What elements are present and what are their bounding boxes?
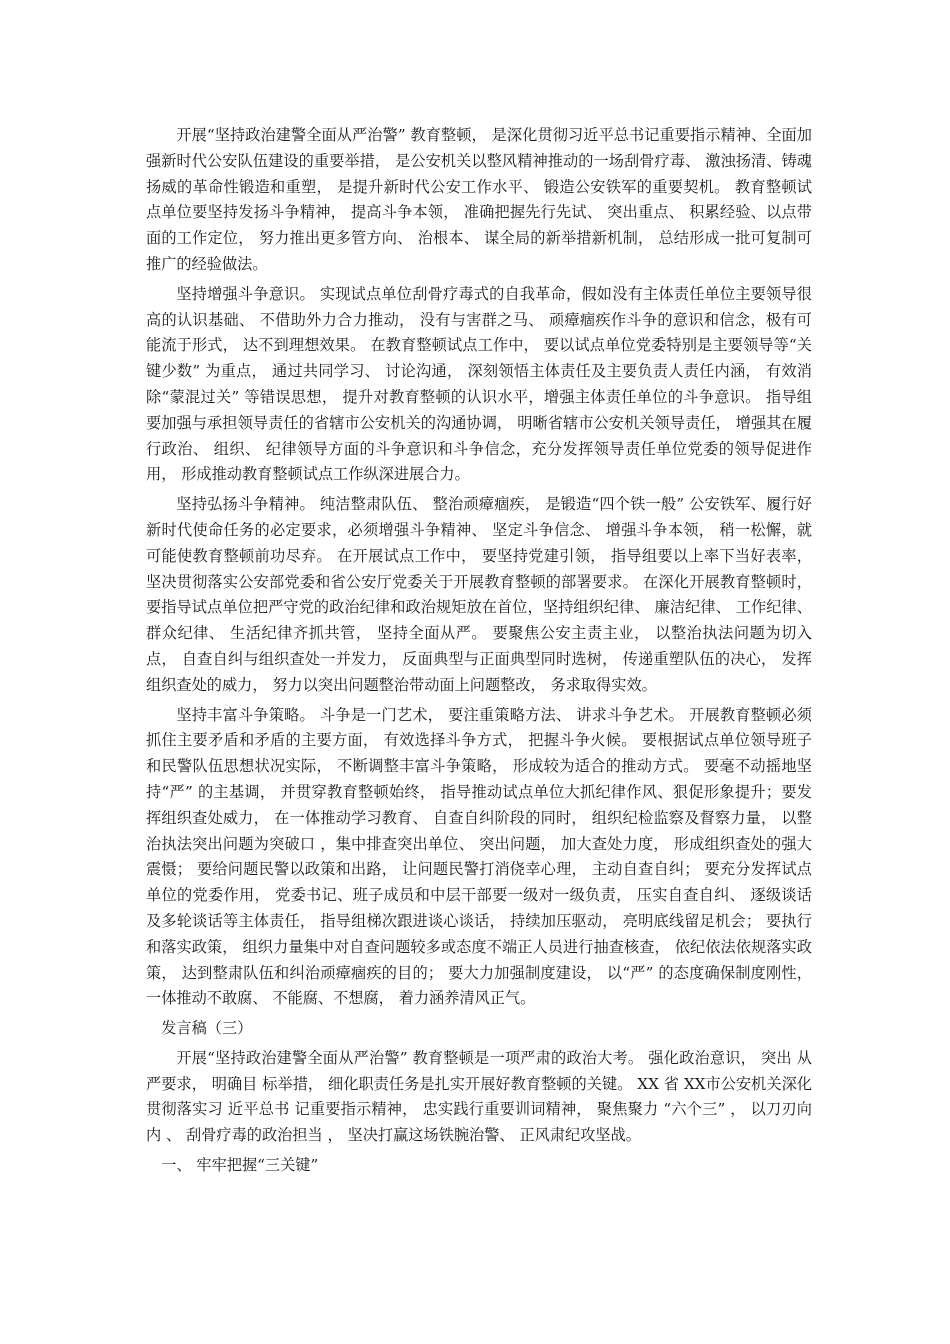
paragraph-struggle-awareness: 坚持增强斗争意识。 实现试点单位刮骨疗毒式的自我革命，假如没有主体责任单位主要领导很高的认识基础、 不借助外力合力推动， 没有与害群之马、 顽瘴痼疾作斗争的意识和信念，极有可能流于形式， 达不到理想效果。 在教育整顿试点工作中， 要以试点单位党委特别是主要领导等“关键少数” 为重点， 通过共同学习、 讨论沟通， 深刻领悟主体责任及主要负责人责任内涵， 有效消除“蒙混过关” 等错误思想， 提升对教育整顿的认识水平，增强主体责任单位的斗争意识。 指导组要加强与承担领导责任的省辖市公安机关的沟通协调， 明晰省辖市公安机关领导责任， 增强其在履行政治、 组织、 纪律领导方面的斗争意识和斗争信念，充分发挥领导责任单位党委的领导促进作用， 形成推动教育整顿试点工作纵深进展合力。 (146, 284, 812, 484)
paragraph-speech-three-intro: 开展“坚持政治建警全面从严治警” 教育整顿是一项严肃的政治大考。 强化政治意识， 突出 从严要求， 明确目 标举措， 细化职责任务是扎实开展好教育整顿的关键。 XX 省 XX市公安机关深化贯彻落实习 近平总书 记重要指示精神， 忠实践行重要训词精神， 聚焦聚力 “六个三” ， 以刀刃向内 、 刮骨疗毒的政治担当 ， 坚决打赢这场铁腕治警、 正风肃纪攻坚战。 (146, 1048, 812, 1145)
paragraph-struggle-strategy: 坚持丰富斗争策略。 斗争是一门艺术， 要注重策略方法、 讲求斗争艺术。 开展教育整顿必须抓住主要矛盾和矛盾的主要方面， 有效选择斗争方式， 把握斗争火候。 要根据试点单位领导班子和民警队伍思想状况实际， 不断调整丰富斗争策略， 形成较为适合的推动方式。 要毫不动摇地坚持“严” 的主基调， 并贯穿教育整顿始终， 指导推动试点单位大抓纪律作风、狠促形象提升；要发挥组织查处威力， 在一体推动学习教育、 自查自纠阶段的同时， 组织纪检监察及督察力量， 以整治执法突出问题为突破口 ，集中排查突出单位、 突出问题， 加大查处力度， 形成组织查处的强大震慑； 要给问题民警以政策和出路， 让问题民警打消侥幸心理， 主动自查自纠； 要充分发挥试点单位的党委作用， 党委书记、班子成员和中层干部要一级对一级负责， 压实自查自纠、 逐级谈话及多轮谈话等主体责任， 指导组梯次跟进谈心谈话， 持续加压驱动， 亮明底线留足机会； 要执行和落实政策， 组织力量集中对自查问题较多或态度不端正人员进行抽查核查， 依纪依法依规落实政策， 达到整肃队伍和纠治顽瘴痼疾的目的； 要大力加强制度建设， 以“严” 的态度确保制度刚性， 一体推动不敢腐、 不能腐、不想腐， 着力涵养清风正气。 (146, 705, 812, 1008)
paragraph-struggle-spirit: 坚持弘扬斗争精神。 纯洁整肃队伍、 整治顽瘴痼疾， 是锻造“四个铁一般” 公安铁军、履行好新时代使命任务的必定要求，必须增强斗争精神、 坚定斗争信念、 增强斗争本领， 稍一松懈，就可能使教育整顿前功尽弃。 在开展试点工作中， 要坚持党建引领， 指导组要以上率下当好表率， 坚决贯彻落实公安部党委和省公安厅党委关于开展教育整顿的部署要求。 在深化开展教育整顿时， 要指导试点单位把严守党的政治纪律和政治规矩放在首位，坚持组织纪律、 廉洁纪律、 工作纪律、 群众纪律、 生活纪律齐抓共管， 坚持全面从严。 要聚焦公安主责主业， 以整治执法问题为切入点， 自查自纠与组织查处一并发力， 反面典型与正面典型同时选树， 传递重塑队伍的决心， 发挥组织查处的威力， 努力以突出问题整治带动面上问题整改， 务求取得实效。 (146, 495, 812, 694)
subheading-three-keys: 一、 牢牢把握“三关键” (161, 1156, 319, 1175)
section-title: 发言稿（三） (161, 1019, 253, 1038)
document-body (146, 123, 812, 1183)
paragraph-intro-education: 开展“坚持政治建警全面从严治警” 教育整顿， 是深化贯彻习近平总书记重要指示精神、全面加强新时代公安队伍建设的重要举措， 是公安机关以整风精神推动的一场刮骨疗毒、 激浊扬清、铸魂扬威的革命性锻造和重塑， 是提升新时代公安工作水平、 锻造公安铁军的重要契机。 教育整顿试点单位要坚持发扬斗争精神， 提高斗争本领， 准确把握先行先试、 突出重点、 积累经验、以点带面的工作定位， 努力推出更多管方向、 治根本、 谋全局的新举措新机制， 总结形成一批可复制可推广的经验做法。 (146, 126, 812, 273)
